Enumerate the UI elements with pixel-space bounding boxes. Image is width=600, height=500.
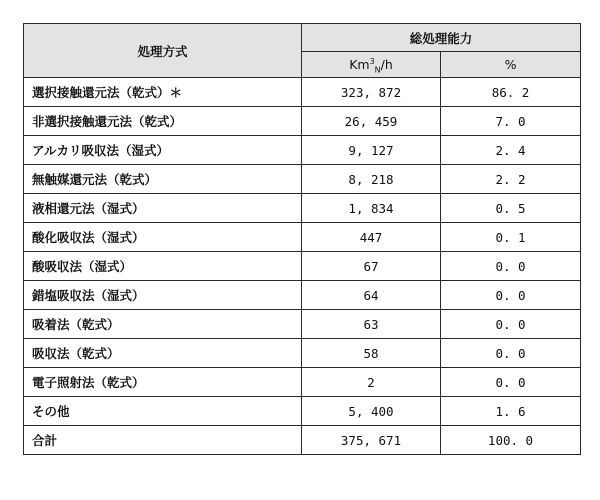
- row-method: 錯塩吸収法（湿式）: [24, 281, 302, 310]
- row-capacity: 9, 127: [302, 136, 441, 165]
- capacity-table: [23, 23, 581, 455]
- header-unit-prefix: Km: [349, 57, 370, 72]
- row-percent: 0. 0: [441, 339, 581, 368]
- table-row: [24, 165, 581, 194]
- capacity-table-container: [23, 23, 580, 455]
- row-method: 選択接触還元法（乾式）＊: [24, 78, 302, 107]
- row-capacity: 26, 459: [302, 107, 441, 136]
- row-capacity: 67: [302, 252, 441, 281]
- row-capacity: 375, 671: [302, 426, 441, 455]
- row-capacity: 58: [302, 339, 441, 368]
- row-capacity: 447: [302, 223, 441, 252]
- row-capacity: 64: [302, 281, 441, 310]
- table-row: [24, 223, 581, 252]
- row-percent: 1. 6: [441, 397, 581, 426]
- header-row-top: [24, 24, 581, 52]
- row-method: アルカリ吸収法（湿式）: [24, 136, 302, 165]
- table-row: [24, 397, 581, 426]
- row-method: 非選択接触還元法（乾式）: [24, 107, 302, 136]
- row-percent: 100. 0: [441, 426, 581, 455]
- table-row: [24, 78, 581, 107]
- row-capacity: 1, 834: [302, 194, 441, 223]
- row-method: 吸着法（乾式）: [24, 310, 302, 339]
- row-method: 液相還元法（湿式）: [24, 194, 302, 223]
- row-capacity: 2: [302, 368, 441, 397]
- table-row: [24, 310, 581, 339]
- row-method: その他: [24, 397, 302, 426]
- header-percent: %: [441, 52, 581, 78]
- header-method: 処理方式: [24, 24, 302, 78]
- table-row: [24, 281, 581, 310]
- row-percent: 0. 0: [441, 368, 581, 397]
- row-percent: 0. 1: [441, 223, 581, 252]
- row-method: 酸化吸収法（湿式）: [24, 223, 302, 252]
- table-row: [24, 252, 581, 281]
- row-percent: 0. 5: [441, 194, 581, 223]
- row-capacity: 323, 872: [302, 78, 441, 107]
- row-capacity: 8, 218: [302, 165, 441, 194]
- row-method: 酸吸収法（湿式）: [24, 252, 302, 281]
- header-capacity-group: 総処理能力: [302, 24, 581, 52]
- row-capacity: 63: [302, 310, 441, 339]
- row-percent: 2. 4: [441, 136, 581, 165]
- table-row-total: [24, 426, 581, 455]
- row-percent: 0. 0: [441, 252, 581, 281]
- row-percent: 0. 0: [441, 281, 581, 310]
- table-row: [24, 368, 581, 397]
- row-method: 吸収法（乾式）: [24, 339, 302, 368]
- table-row: [24, 136, 581, 165]
- table-row: [24, 107, 581, 136]
- row-percent: 2. 2: [441, 165, 581, 194]
- header-unit: [302, 52, 441, 78]
- row-capacity: 5, 400: [302, 397, 441, 426]
- table-row: [24, 339, 581, 368]
- row-method: 電子照射法（乾式）: [24, 368, 302, 397]
- table-header: [24, 24, 581, 78]
- header-unit-suffix: /h: [380, 57, 393, 72]
- row-percent: 86. 2: [441, 78, 581, 107]
- header-unit-sub: N: [374, 65, 381, 75]
- header-unit-sup: 3: [369, 56, 375, 66]
- table-row: [24, 194, 581, 223]
- row-percent: 0. 0: [441, 310, 581, 339]
- row-percent: 7. 0: [441, 107, 581, 136]
- table-body: [24, 78, 581, 455]
- row-method: 合計: [24, 426, 302, 455]
- row-method: 無触媒還元法（乾式）: [24, 165, 302, 194]
